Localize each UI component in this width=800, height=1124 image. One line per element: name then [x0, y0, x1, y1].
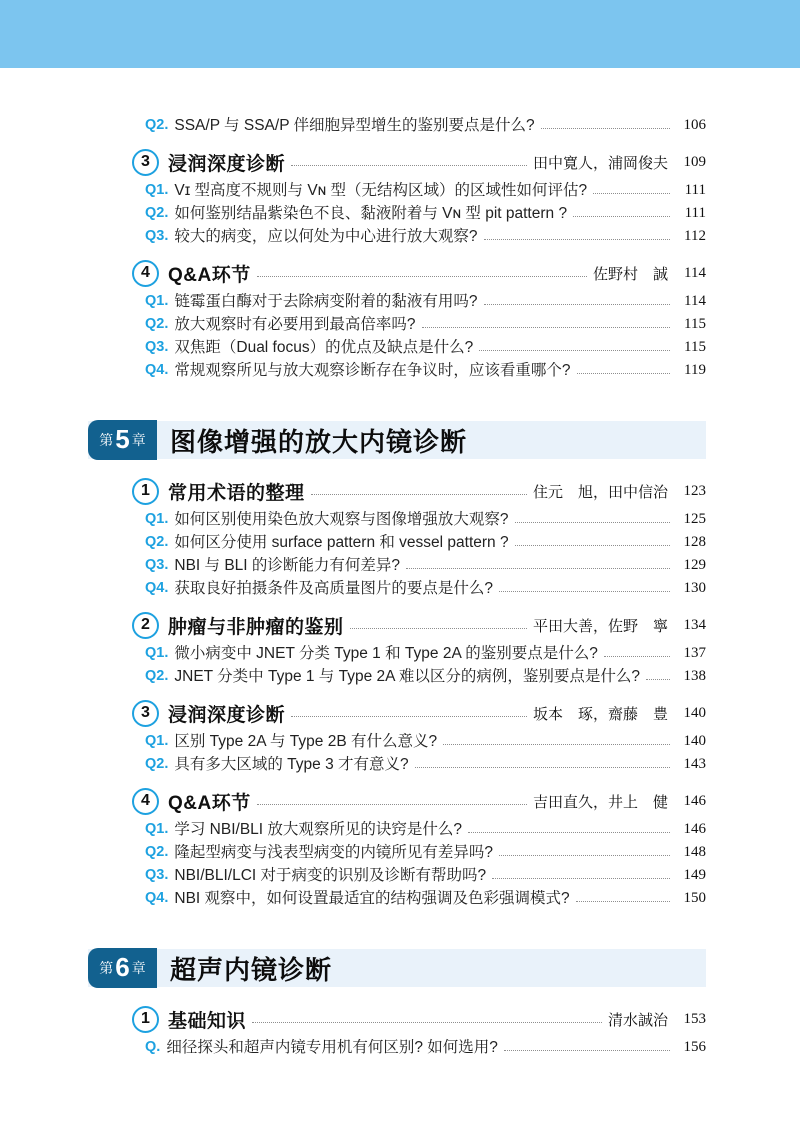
toc-question-row	[145, 531, 706, 554]
dotted-leader	[577, 373, 671, 374]
section-title: 常用术语的整理	[168, 482, 305, 504]
dotted-leader	[468, 832, 670, 833]
question-text: 微小病变中 JNET 分类 Type 1 和 Type 2A 的鉴别要点是什么?	[174, 644, 598, 662]
section-number-circle: 2	[132, 612, 159, 639]
toc-question-row	[145, 336, 706, 359]
section-authors: 平田大善，佐野 寧	[532, 618, 668, 635]
page-number: 134	[683, 616, 706, 633]
section-number-circle: 4	[132, 260, 159, 287]
toc-chapter-row	[88, 948, 706, 988]
dotted-leader	[350, 628, 527, 629]
toc-section-row	[88, 145, 706, 179]
question-label: Q3.	[145, 228, 169, 245]
page-number: 138	[683, 668, 706, 684]
chapter-badge-number: 5	[115, 424, 130, 454]
page-number: 143	[683, 756, 706, 772]
dotted-leader	[576, 901, 670, 902]
dotted-leader	[504, 1050, 670, 1051]
section-authors: 坂本 琢，齋藤 豊	[532, 706, 668, 723]
toc-question-row	[145, 225, 706, 248]
dotted-leader	[422, 327, 671, 328]
question-text: Vɪ 型高度不规则与 Vɴ 型（无结构区域）的区域性如何评估?	[174, 181, 588, 199]
dotted-leader	[484, 304, 671, 305]
question-text: 获取良好拍摄条件及高质量图片的要点是什么?	[174, 579, 493, 597]
question-label: Q4.	[145, 580, 169, 597]
section-title: 浸润深度诊断	[168, 704, 286, 726]
toc-section-row	[88, 474, 706, 508]
question-label: Q.	[145, 1039, 161, 1056]
question-text: 链霉蛋白酶对于去除病变附着的黏液有用吗?	[174, 292, 478, 310]
page-number: 125	[683, 511, 706, 527]
question-text: 具有多大区域的 Type 3 才有意义?	[174, 755, 409, 773]
section-title: 肿瘤与非肿瘤的鉴别	[168, 616, 344, 638]
dotted-leader	[311, 494, 527, 495]
dotted-leader	[499, 855, 670, 856]
page-number: 115	[684, 339, 706, 355]
section-authors: 佐野村 誠	[592, 266, 668, 283]
question-text: JNET 分类中 Type 1 与 Type 2A 难以区分的病例，鉴别要点是什么?	[174, 667, 641, 685]
page-number: 111	[684, 182, 706, 198]
dotted-leader	[252, 1022, 602, 1023]
dotted-leader	[443, 744, 670, 745]
toc-question-row	[145, 114, 706, 137]
toc-question-row	[145, 841, 706, 864]
page-number: 130	[683, 580, 706, 596]
page-number: 156	[683, 1039, 706, 1055]
dotted-leader	[257, 276, 587, 277]
question-label: Q1.	[145, 645, 169, 662]
page-number: 114	[684, 293, 706, 309]
question-text: NBI 与 BLI 的诊断能力有何差异?	[174, 556, 401, 574]
question-text: 如何区别使用染色放大观察与图像增强放大观察?	[174, 510, 509, 528]
question-label: Q1.	[145, 293, 169, 310]
question-label: Q1.	[145, 821, 169, 838]
question-text: 区别 Type 2A 与 Type 2B 有什么意义?	[174, 732, 438, 750]
dotted-leader	[593, 193, 670, 194]
chapter-badge-suffix: 章	[131, 432, 146, 448]
dotted-leader	[406, 568, 670, 569]
question-label: Q2.	[145, 205, 169, 222]
question-label: Q2.	[145, 844, 169, 861]
dotted-leader	[646, 679, 670, 680]
chapter-badge-suffix: 章	[131, 960, 146, 976]
chapter-badge-number: 6	[115, 952, 130, 982]
toc-section-row	[88, 1002, 706, 1036]
page-number: 115	[684, 316, 706, 332]
question-label: Q1.	[145, 182, 169, 199]
page-number: 140	[683, 733, 706, 749]
question-text: 细径探头和超声内镜专用机有何区别? 如何选用?	[166, 1038, 498, 1056]
question-label: Q4.	[145, 890, 169, 907]
page-number: 150	[683, 890, 706, 906]
toc-question-row	[145, 202, 706, 225]
toc-question-row	[145, 359, 706, 382]
question-label: Q2.	[145, 534, 169, 551]
question-text: 较大的病变，应以何处为中心进行放大观察?	[174, 227, 478, 245]
chapter-badge-prefix: 第	[99, 432, 114, 448]
toc-section-row	[88, 256, 706, 290]
chapter-badge	[88, 420, 157, 460]
section-authors: 田中寛人，浦岡俊夫	[532, 155, 668, 172]
toc-question-row	[145, 554, 706, 577]
toc-question-row	[145, 818, 706, 841]
section-title: Q&A环节	[168, 264, 251, 286]
dotted-leader	[492, 878, 670, 879]
page-number: 119	[684, 362, 706, 378]
dotted-leader	[541, 128, 670, 129]
page-number: 111	[684, 205, 706, 221]
dotted-leader	[573, 216, 670, 217]
toc-question-row	[145, 665, 706, 688]
question-label: Q1.	[145, 511, 169, 528]
toc-question-row	[145, 508, 706, 531]
section-authors: 吉田直久，井上 健	[532, 794, 668, 811]
page-top-band	[0, 0, 800, 68]
toc-chapter-row	[88, 420, 706, 460]
chapter-badge	[88, 948, 157, 988]
dotted-leader	[515, 545, 670, 546]
question-text: 隆起型病变与浅表型病变的内镜所见有差异吗?	[174, 843, 493, 861]
section-title: Q&A环节	[168, 792, 251, 814]
dotted-leader	[499, 591, 670, 592]
section-title: 基础知识	[168, 1010, 247, 1032]
toc-question-row	[145, 864, 706, 887]
page-number: 153	[683, 1010, 706, 1027]
question-text: SSA/P 与 SSA/P 伴细胞异型增生的鉴别要点是什么?	[174, 116, 535, 134]
page-number: 137	[683, 645, 706, 661]
page-number: 114	[684, 264, 706, 281]
page-number: 146	[683, 821, 706, 837]
page-number: 112	[684, 228, 706, 244]
toc-question-row	[145, 887, 706, 910]
dotted-leader	[291, 716, 527, 717]
question-text: 放大观察时有必要用到最高倍率吗?	[174, 315, 416, 333]
section-number-circle: 1	[132, 478, 159, 505]
page-number: 146	[683, 792, 706, 809]
toc-list	[88, 68, 706, 1059]
toc-question-row	[145, 290, 706, 313]
question-text: 学习 NBI/BLI 放大观察所见的诀窍是什么?	[174, 820, 463, 838]
chapter-badge-prefix: 第	[99, 960, 114, 976]
toc-question-row	[145, 730, 706, 753]
question-text: NBI/BLI/LCI 对于病变的识别及诊断有帮助吗?	[174, 866, 487, 884]
dotted-leader	[479, 350, 670, 351]
page-number: 106	[683, 117, 706, 133]
question-text: 如何鉴别结晶紫染色不良、黏液附着与 Vɴ 型 pit pattern ?	[174, 204, 568, 222]
dotted-leader	[291, 165, 527, 166]
toc-question-row	[145, 1036, 706, 1059]
page-number: 148	[683, 844, 706, 860]
section-authors: 住元 旭，田中信治	[532, 484, 668, 501]
section-number-circle: 3	[132, 700, 159, 727]
page-number: 123	[683, 482, 706, 499]
page-number: 109	[683, 153, 706, 170]
question-text: 双焦距（Dual focus）的优点及缺点是什么?	[174, 338, 474, 356]
question-label: Q3.	[145, 339, 169, 356]
page-number: 140	[683, 704, 706, 721]
page-number: 129	[683, 557, 706, 573]
section-number-circle: 4	[132, 788, 159, 815]
dotted-leader	[515, 522, 671, 523]
toc-section-row	[88, 784, 706, 818]
chapter-title: 超声内镜诊断	[170, 954, 333, 985]
section-authors: 清水誠治	[607, 1012, 668, 1029]
dotted-leader	[484, 239, 671, 240]
toc-section-row	[88, 608, 706, 642]
toc-question-row	[145, 753, 706, 776]
question-text: NBI 观察中，如何设置最适宜的结构强调及色彩强调模式?	[174, 889, 570, 907]
toc-question-row	[145, 179, 706, 202]
question-label: Q1.	[145, 733, 169, 750]
question-label: Q3.	[145, 867, 169, 884]
question-label: Q2.	[145, 756, 169, 773]
section-number-circle: 1	[132, 1006, 159, 1033]
dotted-leader	[257, 804, 527, 805]
question-label: Q4.	[145, 362, 169, 379]
toc-question-row	[145, 577, 706, 600]
question-text: 常规观察所见与放大观察诊断存在争议时，应该看重哪个?	[174, 361, 571, 379]
page-number: 128	[683, 534, 706, 550]
page-number: 149	[683, 867, 706, 883]
question-text: 如何区分使用 surface pattern 和 vessel pattern ?	[174, 533, 509, 551]
section-title: 浸润深度诊断	[168, 153, 286, 175]
dotted-leader	[415, 767, 670, 768]
toc-question-row	[145, 642, 706, 665]
question-label: Q3.	[145, 557, 169, 574]
dotted-leader	[604, 656, 670, 657]
toc-section-row	[88, 696, 706, 730]
question-label: Q2.	[145, 117, 169, 134]
toc-question-row	[145, 313, 706, 336]
chapter-title: 图像增强的放大内镜诊断	[170, 426, 468, 457]
question-label: Q2.	[145, 668, 169, 685]
question-label: Q2.	[145, 316, 169, 333]
section-number-circle: 3	[132, 149, 159, 176]
